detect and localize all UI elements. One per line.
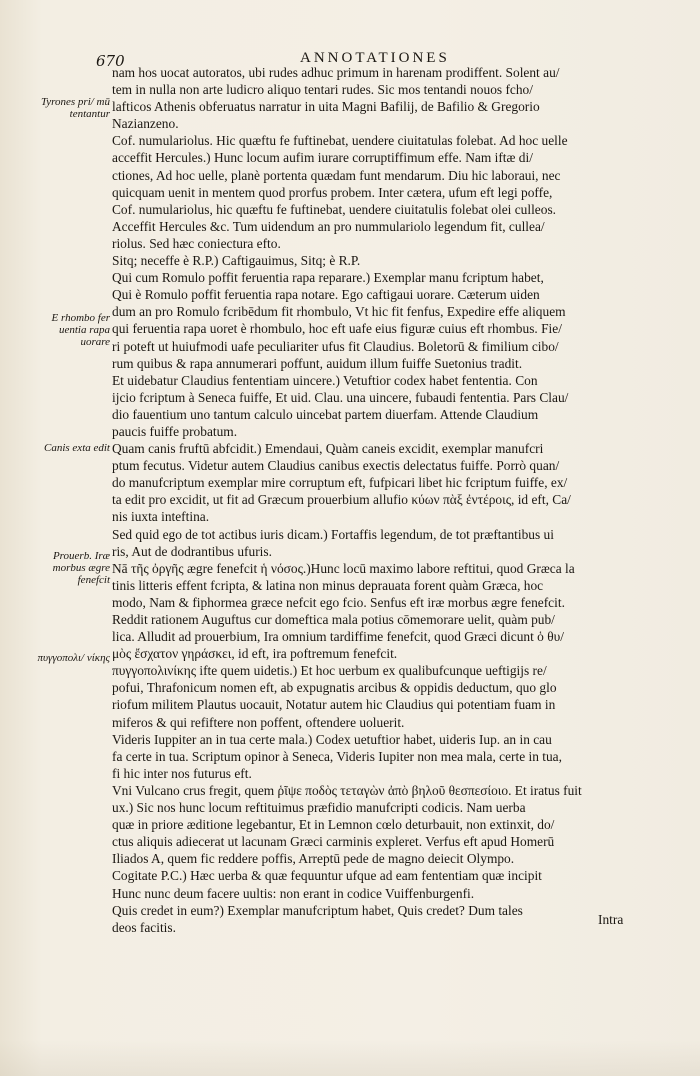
text-line: Et uidebatur Claudius fententiam uincere.) Vetuftior codex habet fententia. Con	[112, 372, 538, 388]
text-line: Cof. numulariolus, hic quæftu fe fuftinebat, uendere ciuitatulis folebat olei culleos.	[112, 201, 557, 217]
margin-note-prouerb: Prouerb. Iræ morbus ægre fenefcit	[52, 550, 110, 586]
text-line: ta edit pro excidit, ut fit ad Græcum prouerbium allufio κύων πὰξ ἐντέροις, id eft, Ca/	[112, 492, 571, 508]
text-line: Iliados A, quem fic reddere poffis, Arreptū pede de magno deiecit Olympo.	[112, 851, 515, 867]
text-line: lica. Alludit ad prouerbium, Ira omnium tardiffime fenefcit, quod Græci dicunt ὁ θυ/	[112, 629, 564, 645]
text-line: Nā τῆς ὀργῆς ægre fenefcit ἡ νόσος.)Hunc locū maximo labore reftitui, quod Græca la	[112, 560, 575, 576]
text-line: pofui, Thrafonicum nomen eft, ab expugnatis arcibus & oppidis deductum, quo glo	[112, 680, 557, 696]
text-line: Nazianzeno.	[112, 116, 179, 132]
text-line: acceffit Hercules.) Hunc locum aufim iurare corruptiffimum effe. Nam iftæ di/	[112, 150, 533, 166]
text-line: ijcio fcriptum à Seneca fuiffe, Et uid. Clau. una uincere, fubaudi fententia. Pars Clau/	[112, 389, 569, 405]
text-line: dio fauentium uno tantum calculo uincebat partem diuerfam. Attende Claudium	[112, 406, 539, 422]
text-line: Cogitate P.C.) Hæc uerba & quæ fequuntur ufque ad eam fententiam quæ incipit	[112, 868, 542, 884]
text-line: Videris Iuppiter an in tua certe mala.) Codex uetuftior habet, uideris Iup. an in cau	[112, 731, 552, 747]
text-line: riolus. Sed hæc coniectura efto.	[112, 235, 281, 251]
text-line: quicquam uenit in mentem quod prorfus probem. Inter cætera, ufum eft legi poffe,	[112, 184, 553, 200]
text-line: ctiones, Ad hoc uelle, planè portenta quædam funt mendarum. Diu hic laboraui, nec	[112, 167, 561, 183]
text-line: Quam canis fruftū abfcidit.) Emendaui, Quàm caneis excidit, exemplar manufcri	[112, 441, 544, 457]
text-line: μὸς ἔσχατον γηράσκει, id eft, ira poftremum fenefcit.	[112, 646, 398, 662]
page-number: 670	[96, 52, 125, 70]
text-line: fi hic inter nos futurus eft.	[112, 765, 252, 781]
text-line: Qui cum Romulo poffit feruentia rapa reparare.) Exemplar manu fcriptum habet,	[112, 270, 544, 286]
text-line: Sed quid ego de tot actibus iuris dicam.) Fortaffis legendum, de tot præftantibus ui	[112, 526, 554, 542]
text-line: do manufcriptum exemplar mire corruptum eft, fufpicari libet hic fcriptum fuiffe, ex/	[112, 475, 568, 491]
text-line: fa certe in tua. Scriptum opinor à Seneca, Videris Iupiter non mea mala, certe in tua,	[112, 748, 562, 764]
text-line: ux.) Sic nos hunc locum reftituimus præfidio manufcripti codicis. Nam uerba	[112, 800, 526, 816]
text-line: Reddit rationem Auguftus cur domeftica mala potius cōmemorare uelit, quàm pub/	[112, 612, 555, 627]
text-line: nis iuxta inteftina.	[112, 509, 210, 525]
margin-note-rhombo: E rhombo fer uentia rapa uorare	[51, 312, 110, 348]
text-line: rum quibus & rapa annumerari poffunt, auidum illum fuiffe Suetonius tradit.	[112, 355, 523, 371]
text-line: deos facitis.	[112, 919, 176, 935]
text-line: ptum fecutus. Videtur autem Claudius canibus exectis delectatus fuiffe. Porrò quan/	[112, 458, 560, 474]
text-line: riofum militem Plautus uocauit, Notatur autem hic Claudius qui potentiam fuam in	[112, 697, 556, 713]
text-line: miferos & qui refiftere non poffent, oftendere uoluerit.	[112, 714, 405, 730]
text-line: paucis fuiffe probatum.	[112, 423, 238, 439]
text-line: Sitq; neceffe è R.P.) Caftigauimus, Sitq; è R.P.	[112, 253, 361, 269]
text-line: ri poteft ut huiufmodi uafe peculiariter ufus fit Claudius. Boletorū & fimilium cibo/	[112, 338, 559, 354]
running-title: ANNOTATIONES	[300, 50, 450, 66]
catchword: Intra	[598, 912, 624, 927]
text-line: Qui è Romulo poffit feruentia rapa notare. Ego caftigaui uorare. Cæterum uiden	[112, 287, 540, 303]
text-line: Hunc nunc deum facere uultis: non erant in codice Vuiffenburgenfi.	[112, 885, 475, 901]
text-line: Quis credet in eum?) Exemplar manufcriptum habet, Quis credet? Dum tales	[112, 902, 523, 918]
text-line: nam hos uocat autoratos, ubi rudes adhuc primum in harenam prodiffent. Solent au/	[112, 65, 560, 80]
text-line: tinis litteris effent fcripta, & latina non minus deprauata forent quàm Græca, hoc	[112, 577, 544, 593]
text-line: lafticos Athenis obferuatus narratur in uita Magni Bafilij, de Bafilio & Gregorio	[112, 99, 540, 115]
text-line: Acceffit Hercules &c. Tum uidendum an pro nummulariolo legendum fit, cullea/	[112, 218, 545, 234]
annotation-text	[112, 64, 638, 936]
text-line: Vni Vulcano crus fregit, quem ῥῖψε ποδὸς τεταγὼν ἀπὸ βηλοῦ θεσπεσίοιο. Et iratus fuit	[112, 782, 582, 798]
margin-note-greek: πυγγοπολι/ νίκης	[37, 652, 110, 664]
text-line: πυγγοπολινίκης ifte quem uidetis.) Et hoc uerbum ex qualibufcunque ueftigijs re/	[112, 663, 547, 679]
text-line: ris, Aut de dodrantibus ufuris.	[112, 543, 272, 559]
text-line: ctus aliquis adiecerat ut lacunam Græci carminis expleret. Verfus eft apud Homerū	[112, 834, 555, 850]
margin-note-tyrones: Tyrones pri/ mū tentantur	[40, 96, 110, 120]
text-line: modo, Nam & fiphormea græce nefcit ego fcio. Senfus eft iræ morbus ægre fenefcit.	[112, 594, 565, 610]
text-line: tem in nulla non arte ludicro aliquo tentari rudes. Sic mos tentandi nouos fcho/	[112, 82, 533, 98]
text-line: Cof. numulariolus. Hic quæftu fe fuftinebat, uendere ciuitatulas folebat. Ad hoc uelle	[112, 133, 568, 149]
text-line: dum an pro Romulo fcribēdum fit rhombulo, Vt hic fit fenfus, Expedire effe aliquem	[112, 304, 566, 320]
text-line: quæ in priore æditione legebantur, Et in Lemnon cœlo deturbauit, non extinxit, do/	[112, 817, 555, 833]
text-line: qui feruentia rapa uoret è rhombulo, hoc eft uafe eius figuræ cuius eft rhombus. Fie/	[112, 321, 562, 337]
margin-note-canis: Canis exta edit	[44, 442, 110, 454]
